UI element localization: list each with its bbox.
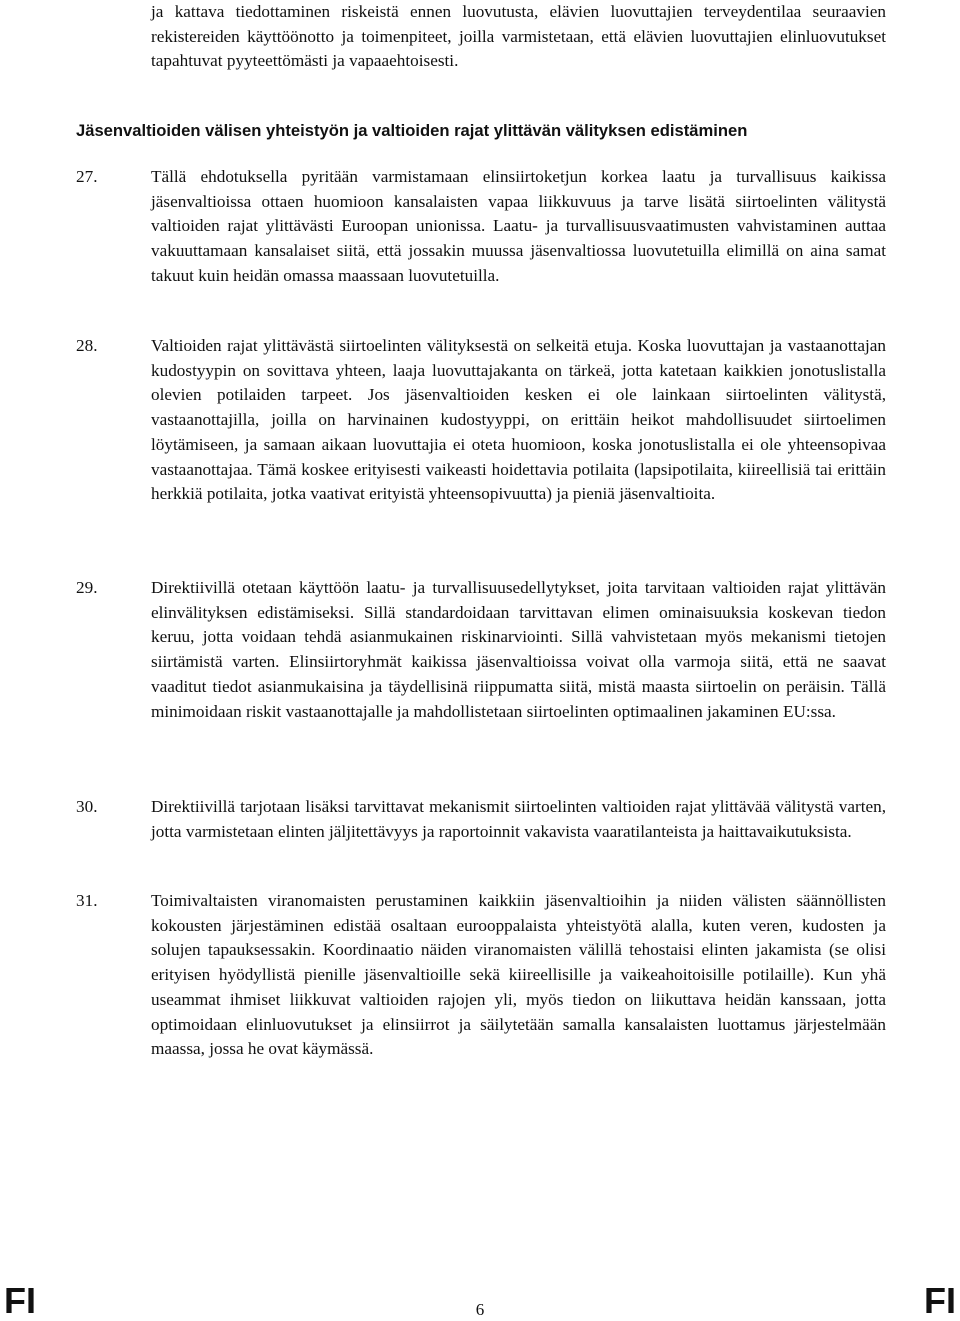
page-number: 6 bbox=[475, 1300, 485, 1319]
paragraph-text: Valtioiden rajat ylittävästä siirtoelinten välityksestä on selkeitä etuja. Koska luovuttajan ja vastaanottajan kudostyypin on sovittava yhteen, laaja luovuttajakanta on tärkeä, jotta katetaan kaikkien jonotuslistalla olevien potilaiden tarpeet. Jos jäsenvaltioiden kesken ei ole lainkaan siirtoelinten välitystä, vastaanottajilla, joilla on harvinainen kudostyyppi, on erittäin heikot mahdollisuudet siirtoelimen löytämiseen, ja samaan aikaan luovuttajia ei oteta huomioon, koska jonotuslistalla ei ole yhteensopivaa vastaanottajaa. Tämä koskee erityisesti vaikeasti hoidettavia potilaita (lapsipotilaita, kiireellisiä tai erittäin herkkiä potilaita, jotka vaativat erityistä yhteensopivuutta) ja pieniä jäsenvaltioita. bbox=[151, 336, 886, 504]
paragraph-number: 31. bbox=[76, 891, 98, 910]
footer-language-label-right: FI bbox=[924, 1280, 956, 1321]
paragraph-28 bbox=[76, 334, 886, 507]
paragraph-text: Tällä ehdotuksella pyritään varmistamaan elinsiirtoketjun korkea laatu ja turvallisuus kaikissa jäsenvaltioissa ottaen huomioon kansalaisten vapaa liikkuvuus ja tarve lisätä siirtoelinten välitystä valtioiden rajat ylittävästi Euroopan unionissa. Laatu- ja turvallisuusvaatimusten vahvistaminen auttaa vakuuttamaan kansalaiset siitä, että jossakin muussa jäsenvaltiossa luovutetuilla elimillä on aina samat takuut kuin heidän omassa maassaan luovutetuilla. bbox=[151, 167, 886, 285]
paragraph-number: 29. bbox=[76, 578, 98, 597]
paragraph-number: 30. bbox=[76, 797, 98, 816]
paragraph-number: 27. bbox=[76, 167, 98, 186]
paragraph-continuation bbox=[76, 0, 886, 74]
paragraph-text: Direktiivillä tarjotaan lisäksi tarvittavat mekanismit siirtoelinten valtioiden rajat ylittävää välitystä varten, jotta varmistetaan elinten jäljitettävyys ja raportoinnit vakavista vaaratilanteista ja haittavaikutuksista. bbox=[151, 797, 886, 841]
paragraph-31 bbox=[76, 889, 886, 1062]
paragraph-30 bbox=[76, 795, 886, 844]
footer-language-label-left: FI bbox=[4, 1280, 36, 1321]
paragraph-text: Direktiivillä otetaan käyttöön laatu- ja turvallisuusedellytykset, joita tarvitaan valtioiden rajat ylittävän elinvälityksen edistämiseksi. Sillä standardoidaan tarvittavan elimen ominaisuuksia koskevan tiedon keruu, jotta voidaan tehdä asianmukainen riskinarviointi. Sillä vahvistetaan myös mekanismi tietojen siirtämistä varten. Elinsiirtoryhmät kaikissa jäsenvaltioissa voivat olla varmoja siitä, että ne saavat vaaditut tiedot asianmukaisina ja täydellisinä riippumatta siitä, mistä maasta siirtoelin on peräisin. Tällä minimoidaan riskit vastaanottajalle ja mahdollistetaan siirtoelinten optimaalinen jakaminen EU:ssa. bbox=[151, 578, 886, 721]
paragraph-text: ja kattava tiedottaminen riskeistä ennen luovutusta, elävien luovuttajien terveydentilaa seuraavien rekistereiden käyttöönotto ja toimenpiteet, joilla varmistetaan, että elävien luovuttajien elinluovutukset tapahtuvat pyyteettömästi ja vapaaehtoisesti. bbox=[151, 2, 886, 71]
paragraph-number: 28. bbox=[76, 336, 98, 355]
section-heading: Jäsenvaltioiden välisen yhteistyön ja valtioiden rajat ylittävän välityksen edistäminen bbox=[76, 121, 748, 140]
paragraph-29 bbox=[76, 576, 886, 724]
paragraph-27 bbox=[76, 165, 886, 289]
paragraph-text: Toimivaltaisten viranomaisten perustaminen kaikkiin jäsenvaltioihin ja niiden välisten säännöllisten kokousten järjestäminen edistää osaltaan eurooppalaista yhteistyötä alalla, kuten veren, kudosten ja solujen tapauksessakin. Koordinaatio näiden viranomaisten välillä tehostaisi elinten jakamista (se olisi erityisen hyödyllistä pienille jäsenvaltioille sekä kiireellisille ja vaikeahoitoisille potilaille). Kun yhä useammat ihmiset liikkuvat valtioiden rajojen yli, myös tiedon on liikuttava heidän kanssaan, jotta optimoidaan elinluovutukset ja elinsiirrot ja säilytetään samalla kansalaisten luottamus järjestelmään maassa, jossa he ovat käymässä. bbox=[151, 891, 886, 1059]
paragraph-number-empty bbox=[76, 0, 151, 74]
